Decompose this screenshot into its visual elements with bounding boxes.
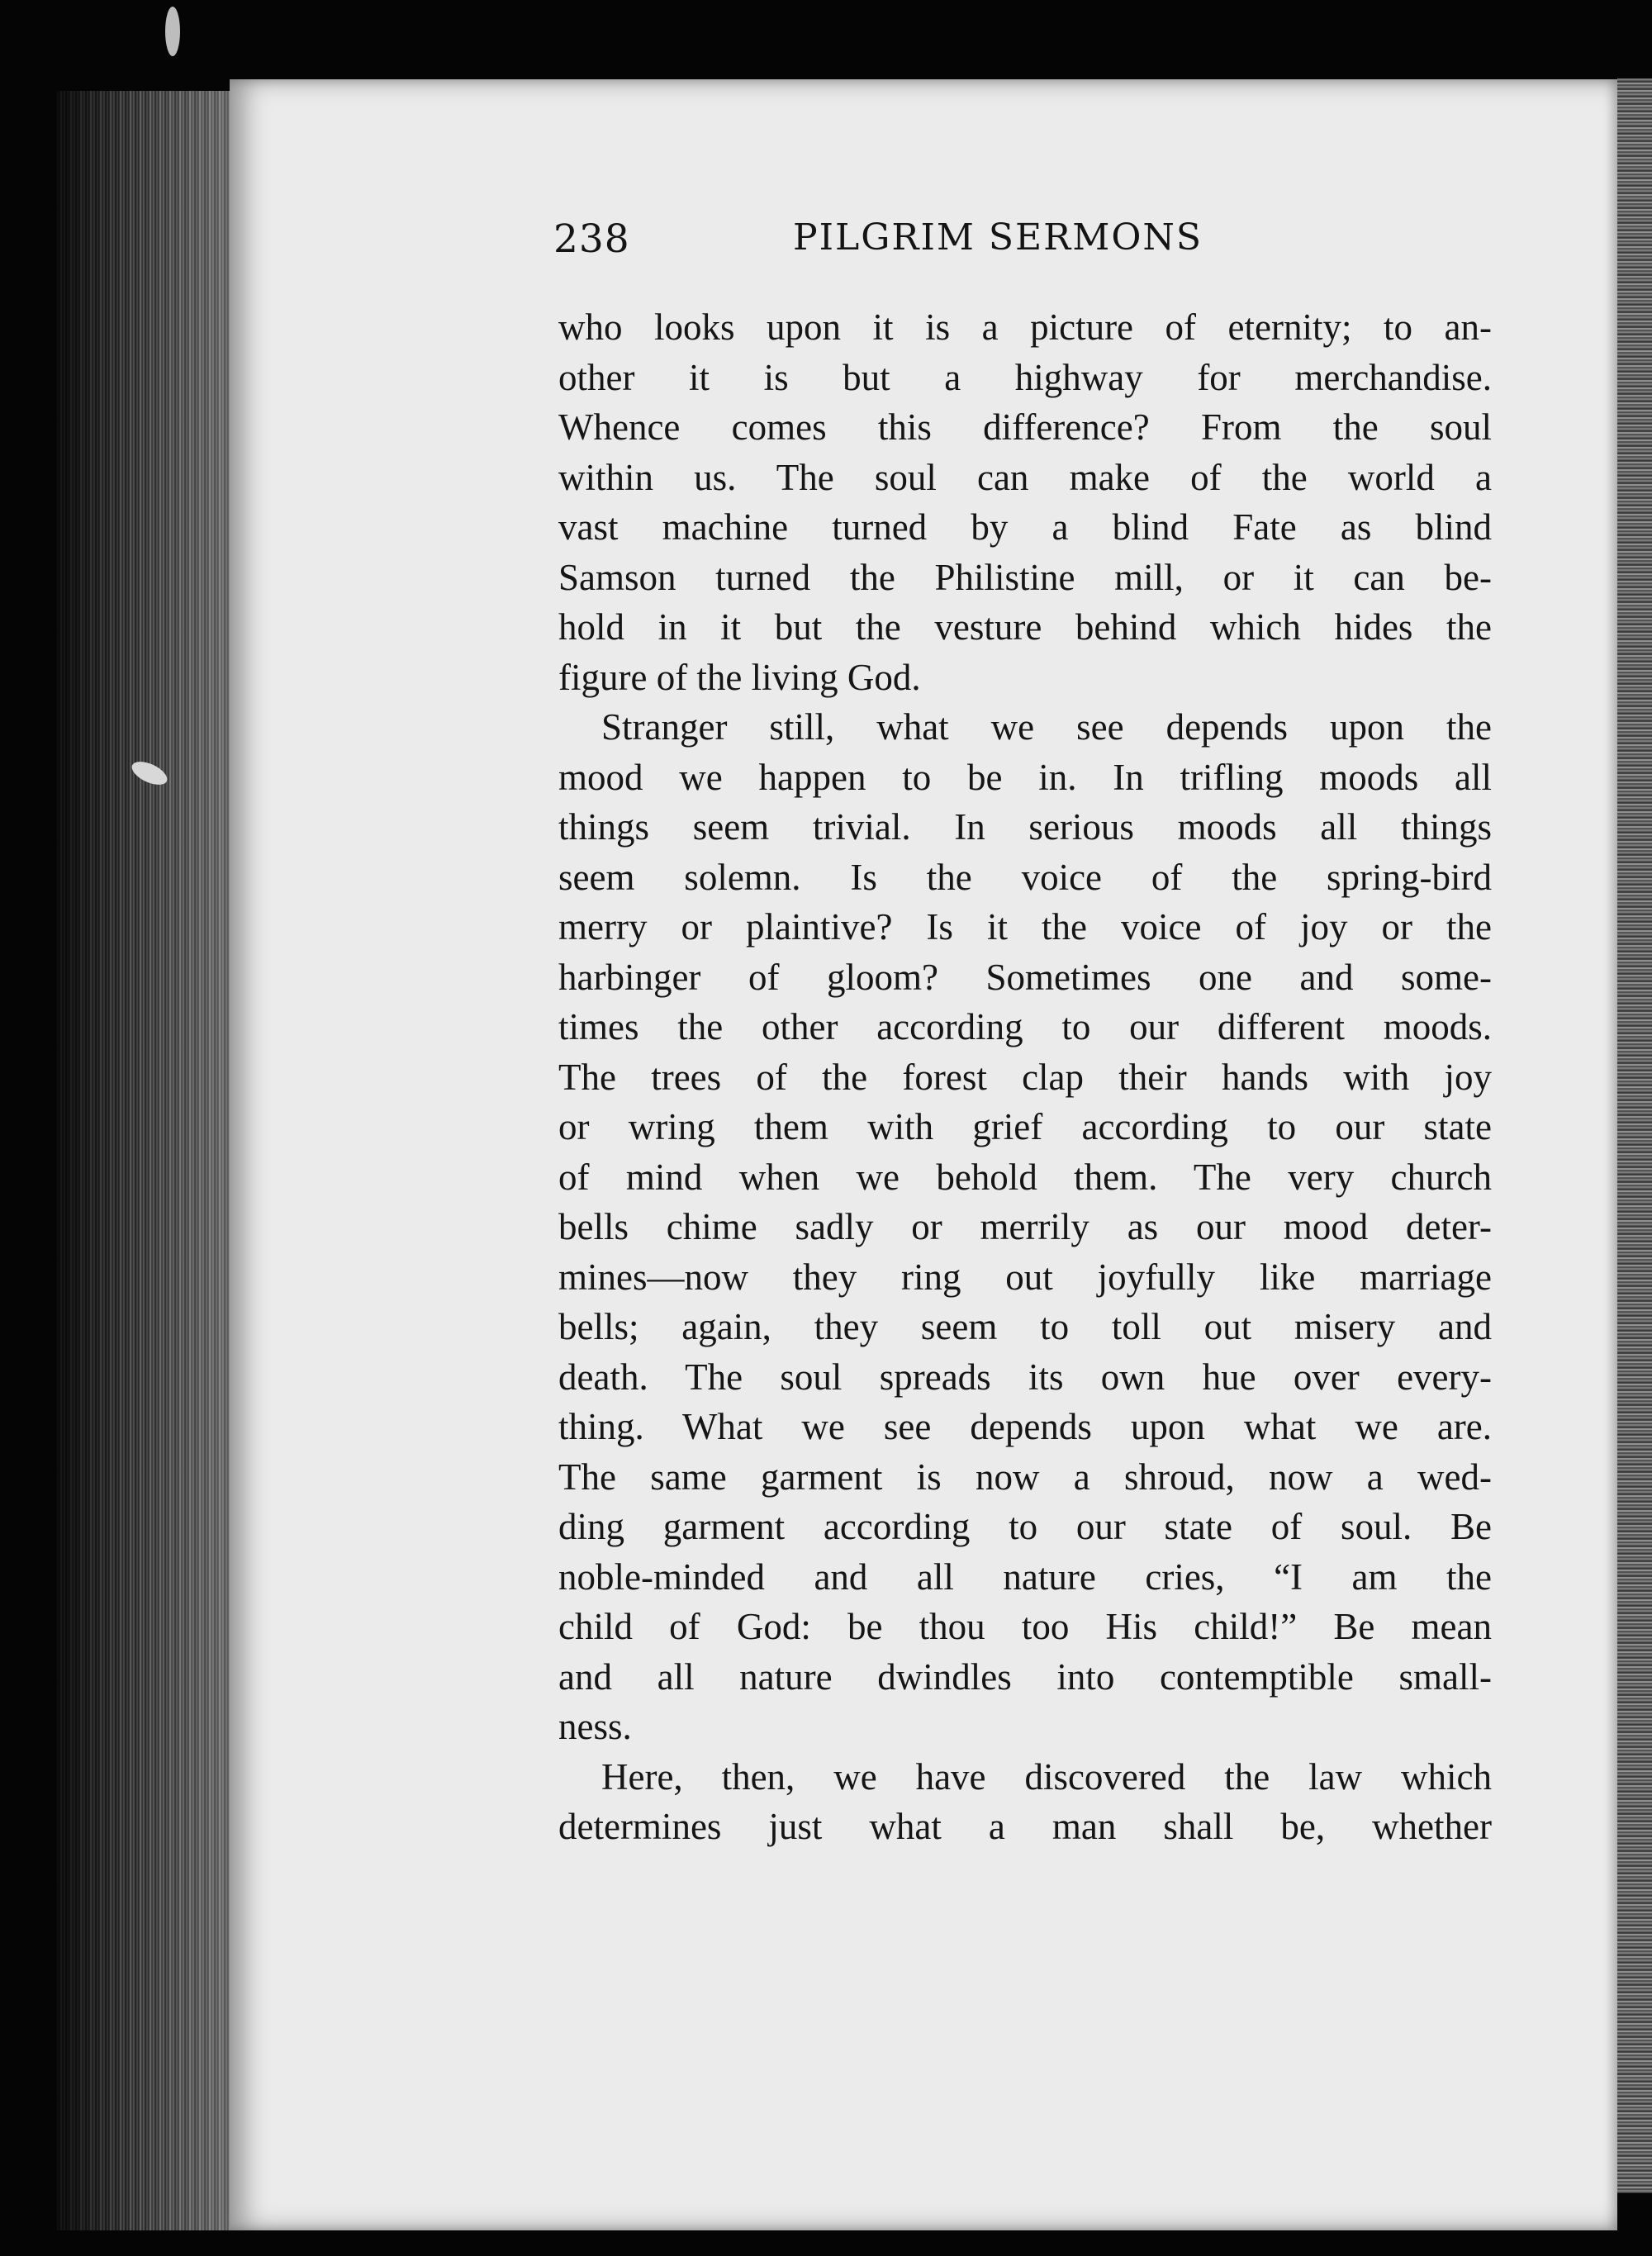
text-line: hold in it but the vesture behind which hides the [558,606,1492,648]
text-line: things seem trivial. In serious moods all things [558,806,1492,848]
running-title: PILGRIM SERMONS [793,216,1203,259]
binding-shadow [56,91,230,2230]
scan-speck [165,7,180,56]
text-line: bells; again, they seem to toll out misery and [558,1306,1492,1347]
text-line: seem solemn. Is the voice of the spring-bird [558,856,1492,898]
text-line: who looks upon it is a picture of eternity; to an- [558,306,1492,348]
text-line: death. The soul spreads its own hue over every- [558,1356,1492,1398]
text-line: determines just what a man shall be, whether [558,1806,1492,1847]
text-line: vast machine turned by a blind Fate as blind [558,506,1492,548]
text-line: within us. The soul can make of the world a [558,456,1492,498]
text-line: ding garment according to our state of soul. Be [558,1506,1492,1547]
text-line: mood we happen to be in. In trifling moods all [558,756,1492,798]
text-line: and all nature dwindles into contemptible small- [558,1655,1492,1698]
text-line: Samson turned the Philistine mill, or it can be- [558,556,1492,598]
text-line: merry or plaintive? Is it the voice of joy or the [558,906,1492,948]
text-line: ness. [558,1706,632,1747]
text-line: child of God: be thou too His child!” Be mean [558,1606,1492,1647]
text-line: harbinger of gloom? Sometimes one and some- [558,956,1492,998]
paragraph-start-line: Stranger still, what we see depends upon the [601,706,1492,748]
text-line: times the other according to our different moods. [558,1006,1492,1047]
body-text [558,302,1492,1852]
text-line: thing. What we see depends upon what we are. [558,1406,1492,1447]
text-line: The same garment is now a shroud, now a wed- [558,1456,1492,1498]
text-line: mines—now they ring out joyfully like marriage [558,1256,1492,1298]
page-number: 238 [553,216,630,262]
text-line: The trees of the forest clap their hands with joy [558,1056,1492,1098]
book-fore-edge-right [1617,78,1652,2193]
text-line: Whence comes this difference? From the soul [558,406,1492,448]
text-line: or wring them with grief according to our state [558,1106,1492,1147]
running-head [553,216,1466,274]
text-line: bells chime sadly or merrily as our mood deter- [558,1206,1492,1247]
paragraph-start-line: Here, then, we have discovered the law which [601,1755,1492,1798]
text-line: figure of the living God. [558,656,921,698]
text-line: noble-minded and all nature cries, “I am the [558,1555,1492,1598]
text-line: other it is but a highway for merchandise. [558,356,1492,398]
text-line: of mind when we behold them. The very church [558,1156,1492,1198]
